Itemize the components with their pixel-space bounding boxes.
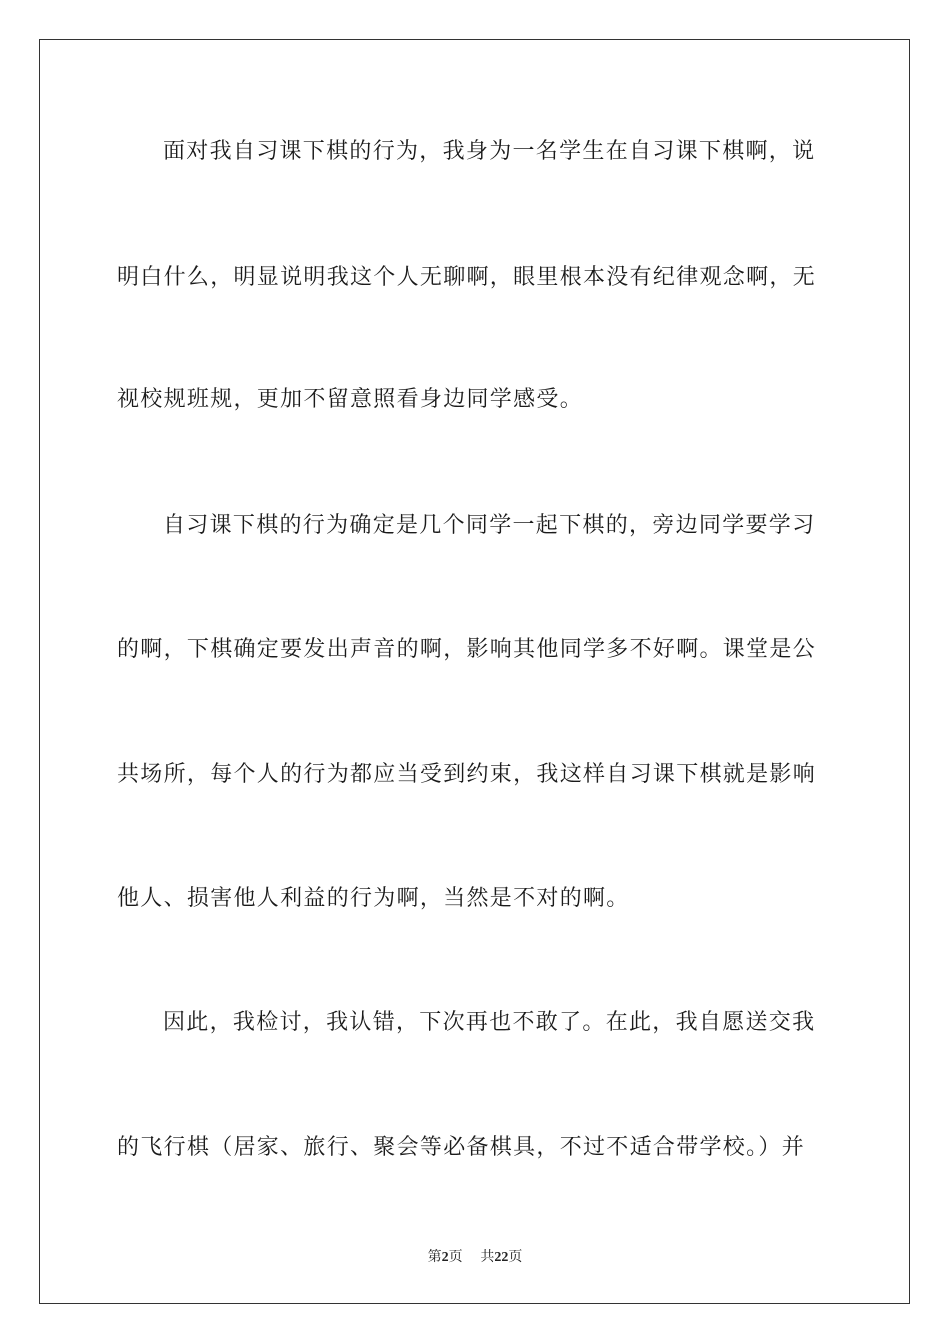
paragraph-1-line-2: 明白什么，明显说明我这个人无聊啊，眼里根本没有纪律观念啊，无: [117, 265, 817, 290]
footer-page-prefix: 第: [427, 1249, 442, 1265]
footer-total-pages: 22: [494, 1250, 509, 1265]
paragraph-2-line-2: 的啊，下棋确定要发出声音的啊，影响其他同学多不好啊。课堂是公: [117, 637, 817, 662]
paragraph-3-line-2: 的飞行棋（居家、旅行、聚会等必备棋具，不过不适合带学校。）并: [117, 1135, 806, 1160]
footer-total-prefix: 共: [480, 1249, 495, 1265]
paragraph-1-line-3: 视校规班规，更加不留意照看身边同学感受。: [117, 387, 584, 412]
page-border: [39, 39, 910, 1304]
footer-page-number: 2: [441, 1250, 449, 1265]
paragraph-2-line-3: 共场所，每个人的行为都应当受到约束，我这样自习课下棋就是影响: [117, 762, 817, 787]
page-footer: [0, 1246, 950, 1266]
paragraph-1-line-1: 面对我自习课下棋的行为，我身为一名学生在自习课下棋啊，说: [163, 139, 816, 164]
footer-total-suffix: 页: [508, 1249, 523, 1265]
paragraph-2-line-4: 他人、损害他人利益的行为啊，当然是不对的啊。: [117, 886, 630, 911]
footer-page-suffix: 页: [448, 1249, 463, 1265]
paragraph-2-line-1: 自习课下棋的行为确定是几个同学一起下棋的，旁边同学要学习: [163, 513, 816, 538]
paragraph-3-line-1: 因此，我检讨，我认错，下次再也不敢了。在此，我自愿送交我: [163, 1010, 816, 1035]
